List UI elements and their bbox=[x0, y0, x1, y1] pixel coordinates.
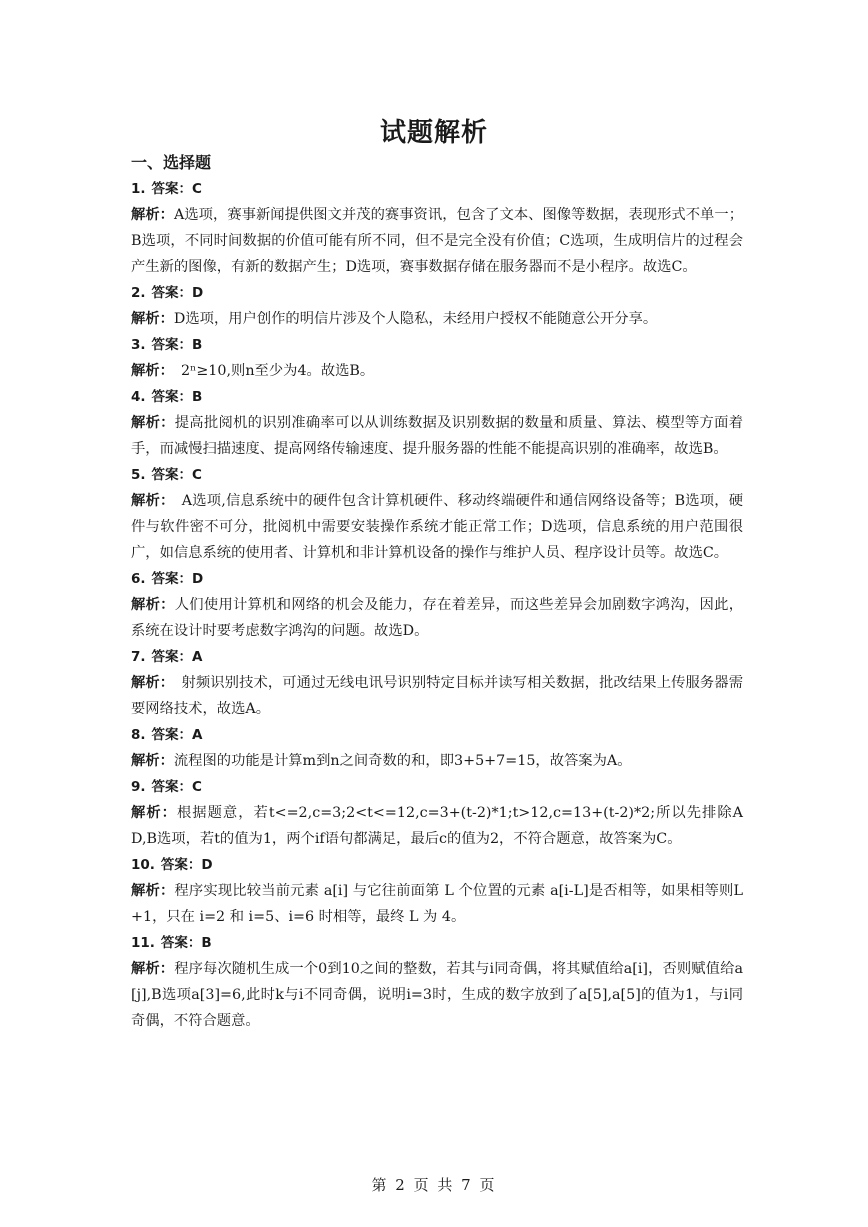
answer-value: A bbox=[192, 649, 203, 665]
question-item bbox=[131, 176, 743, 280]
analysis-label: 解析： bbox=[131, 597, 175, 613]
analysis-text: 提高批阅机的识别准确率可以从训练数据及识别数据的数量和质量、算法、模型等方面着手，而减慢扫描速度、提高网络传输速度、提升服务器的性能不能提高识别的准确率，故选B。 bbox=[131, 415, 743, 457]
analysis-paragraph bbox=[131, 306, 743, 332]
analysis-paragraph bbox=[131, 748, 743, 774]
answer-line bbox=[131, 852, 743, 878]
answer-label: 答案： bbox=[151, 467, 193, 483]
answer-label: 答案： bbox=[151, 649, 193, 665]
analysis-text: A选项,信息系统中的硬件包含计算机硬件、移动终端硬件和通信网络设备等；B选项，硬件与软件密不可分，批阅机中需要安装操作系统才能正常工作；D选项，信息系统的用户范围很广，如信息系统的使用者、计算机和非计算机设备的操作与维护人员、程序设计员等。故选C。 bbox=[131, 493, 744, 561]
analysis-paragraph bbox=[131, 358, 743, 384]
question-number: 6. bbox=[131, 571, 146, 587]
question-number: 4. bbox=[131, 389, 146, 405]
answer-value: D bbox=[192, 571, 204, 587]
question-number: 1. bbox=[131, 181, 146, 197]
answer-line bbox=[131, 280, 743, 306]
analysis-paragraph bbox=[131, 592, 743, 644]
answer-line bbox=[131, 722, 743, 748]
question-item bbox=[131, 384, 743, 462]
question-number: 11. bbox=[131, 935, 155, 951]
analysis-label: 解析： bbox=[131, 415, 175, 431]
analysis-text: 流程图的功能是计算m到n之间奇数的和，即3+5+7=15，故答案为A。 bbox=[173, 753, 632, 769]
question-item bbox=[131, 644, 743, 722]
answer-line bbox=[131, 332, 743, 358]
question-item bbox=[131, 280, 743, 332]
answer-line bbox=[131, 930, 743, 956]
answer-value: D bbox=[201, 857, 213, 873]
analysis-text: 人们使用计算机和网络的机会及能力，存在着差异，而这些差异会加剧数字鸿沟，因此，系统在设计时要考虑数字鸿沟的问题。故选D。 bbox=[131, 597, 743, 639]
answer-value: C bbox=[192, 181, 202, 197]
analysis-text: 射频识别技术，可通过无线电讯号识别特定目标并读写相关数据，批改结果上传服务器需要网络技术，故选A。 bbox=[131, 675, 743, 717]
analysis-paragraph bbox=[131, 956, 743, 1034]
analysis-text: 根据题意，若t<=2,c=3;2<t<=12,c=3+(t-2)*1;t>12,c=13+(t-2)*2;所以先排除AD,B选项，若t的值为1，两个if语句都满足，最后c的值为2，不符合题意，故答案为C。 bbox=[131, 805, 743, 847]
question-item bbox=[131, 722, 743, 774]
analysis-label: 解析： bbox=[131, 363, 167, 379]
answer-label: 答案： bbox=[151, 389, 193, 405]
answer-value: C bbox=[192, 467, 202, 483]
answer-line bbox=[131, 384, 743, 410]
answer-line bbox=[131, 176, 743, 202]
question-item bbox=[131, 774, 743, 852]
page-footer: 第 2 页 共 7 页 bbox=[371, 1176, 497, 1194]
answer-label: 答案： bbox=[151, 337, 193, 353]
answer-label: 答案： bbox=[160, 857, 202, 873]
analysis-label: 解析： bbox=[131, 207, 174, 223]
question-list bbox=[131, 176, 743, 1034]
answer-line bbox=[131, 462, 743, 488]
answer-label: 答案： bbox=[151, 571, 193, 587]
analysis-label: 解析： bbox=[131, 675, 168, 691]
analysis-label: 解析： bbox=[131, 883, 175, 899]
analysis-label: 解析： bbox=[131, 805, 177, 821]
question-item bbox=[131, 852, 743, 930]
answer-line bbox=[131, 644, 743, 670]
answer-label: 答案： bbox=[151, 181, 193, 197]
section-heading: 一、选择题 bbox=[131, 153, 212, 172]
question-number: 5. bbox=[131, 467, 146, 483]
analysis-text: A选项，赛事新闻提供图文并茂的赛事资讯，包含了文本、图像等数据，表现形式不单一；B选项，不同时间数据的价值可能有所不同，但不是完全没有价值；C选项，生成明信片的过程会产生新的图像，有新的数据产生；D选项，赛事数据存储在服务器而不是小程序。故选C。 bbox=[131, 207, 744, 275]
page-title: 试题解析 bbox=[379, 118, 488, 148]
analysis-paragraph bbox=[131, 670, 743, 722]
answer-line bbox=[131, 566, 743, 592]
question-item bbox=[131, 332, 743, 384]
analysis-text: D选项，用户创作的明信片涉及个人隐私，未经用户授权不能随意公开分享。 bbox=[173, 311, 658, 327]
question-item bbox=[131, 930, 743, 1034]
analysis-text: 程序每次随机生成一个0到10之间的整数，若其与i同奇偶，将其赋值给a[i]，否则赋值给a[j],B选项a[3]=6,此时k与i不同奇偶，说明i=3时，生成的数字放到了a[5],a[5]的值为1，与i同奇偶，不符合题意。 bbox=[131, 961, 743, 1029]
question-number: 2. bbox=[131, 285, 146, 301]
analysis-paragraph bbox=[131, 488, 743, 566]
answer-label: 答案： bbox=[151, 779, 193, 795]
question-item bbox=[131, 462, 743, 566]
answer-label: 答案： bbox=[160, 935, 202, 951]
answer-label: 答案： bbox=[151, 727, 193, 743]
answer-label: 答案： bbox=[151, 285, 193, 301]
content-body bbox=[131, 150, 743, 1034]
analysis-text: 2ⁿ≥10,则n至少为4。故选B。 bbox=[166, 363, 375, 379]
question-number: 10. bbox=[131, 857, 155, 873]
answer-value: B bbox=[192, 337, 203, 353]
answer-value: D bbox=[192, 285, 204, 301]
analysis-label: 解析： bbox=[131, 961, 175, 977]
analysis-paragraph bbox=[131, 202, 743, 280]
analysis-paragraph bbox=[131, 878, 743, 930]
analysis-paragraph bbox=[131, 800, 743, 852]
analysis-text: 程序实现比较当前元素 a[i] 与它往前面第 L 个位置的元素 a[i-L]是否相等，如果相等则L+1，只在 i=2 和 i=5、i=6 时相等，最终 L 为 4。 bbox=[131, 883, 744, 925]
question-number: 9. bbox=[131, 779, 146, 795]
answer-value: B bbox=[201, 935, 212, 951]
answer-line bbox=[131, 774, 743, 800]
question-number: 3. bbox=[131, 337, 146, 353]
analysis-label: 解析： bbox=[131, 311, 174, 327]
answer-value: B bbox=[192, 389, 203, 405]
question-number: 8. bbox=[131, 727, 146, 743]
question-item bbox=[131, 566, 743, 644]
analysis-paragraph bbox=[131, 410, 743, 462]
answer-value: C bbox=[192, 779, 202, 795]
analysis-label: 解析： bbox=[131, 493, 168, 509]
analysis-label: 解析： bbox=[131, 753, 174, 769]
answer-value: A bbox=[192, 727, 203, 743]
question-number: 7. bbox=[131, 649, 146, 665]
